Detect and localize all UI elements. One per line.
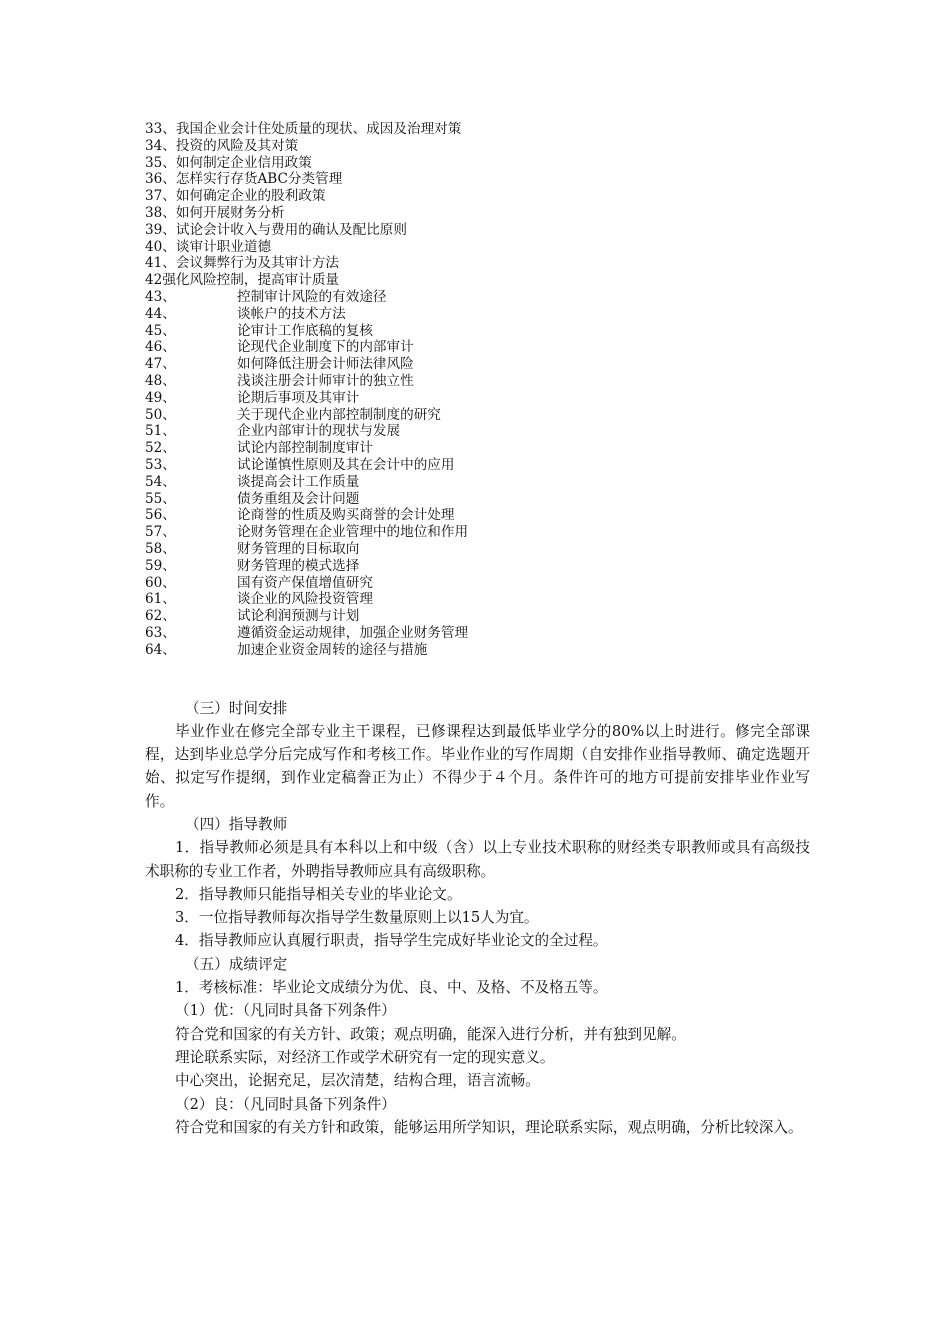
paragraph-time: 毕业作业在修完全部专业主干课程，已修课程达到最低毕业学分的80%以上时进行。修完全部课程，达到毕业总学分后完成写作和考核工作。毕业作业的写作周期（自安排作业指导教师、确定选题开始、拟定写作提纲，到作业定稿誊正为止）不得少于４个月。条件许可的地方可提前安排毕业作业写作。 — [145, 722, 810, 810]
topic-item — [145, 306, 810, 323]
topic-item — [145, 457, 810, 474]
topic-title: 谈提高会计工作质量 — [237, 473, 360, 490]
regulations-body — [145, 697, 810, 1140]
topic-number: 34、 — [145, 137, 176, 154]
topic-title: 加速企业资金周转的途径与措施 — [237, 641, 428, 658]
topic-title: 企业内部审计的现状与发展 — [237, 423, 401, 440]
topic-item — [145, 239, 810, 256]
grade-good-criterion: 符合党和国家的有关方针和政策，能够运用所学知识，理论联系实际，观点明确，分析比较深入。 — [175, 1118, 803, 1136]
topic-title: 如何降低注册会计师法律风险 — [237, 356, 414, 373]
grading-standard: 1．考核标准：毕业论文成绩分为优、良、中、及格、不及格五等。 — [175, 979, 608, 997]
topic-title: 怎样实行存货ABC分类管理 — [175, 171, 343, 188]
topic-title: 论商誉的性质及购买商誉的会计处理 — [237, 507, 455, 524]
topic-title: 如何开展财务分析 — [175, 204, 285, 221]
topic-number: 37、 — [145, 188, 176, 205]
topic-item — [145, 625, 810, 642]
topic-title: 论审计工作底稿的复核 — [237, 322, 373, 339]
topic-number: 45、 — [145, 322, 176, 339]
topic-number: 60、 — [145, 574, 176, 591]
topic-item — [145, 356, 810, 373]
topic-item — [145, 541, 810, 558]
grade-good-heading: （2）良：（凡同时具备下列条件） — [175, 1095, 396, 1113]
topic-number: 49、 — [145, 389, 176, 406]
topic-number: 53、 — [145, 456, 176, 473]
topic-number: 54、 — [145, 473, 176, 490]
topic-title: 控制审计风险的有效途径 — [237, 288, 387, 305]
topic-item — [145, 491, 810, 508]
topic-number: 44、 — [145, 305, 176, 322]
topic-number: 63、 — [145, 624, 176, 641]
topic-number: 56、 — [145, 507, 176, 524]
topic-item — [145, 155, 810, 172]
topic-number: 47、 — [145, 356, 176, 373]
topic-title: 会议舞弊行为及其审计方法 — [175, 255, 340, 272]
topic-item — [145, 407, 810, 424]
document-page — [145, 121, 810, 1139]
topic-number: 55、 — [145, 490, 176, 507]
topic-title: 债务重组及会计问题 — [237, 490, 360, 507]
topic-title: 国有资产保值增值研究 — [237, 574, 373, 591]
topic-title: 论期后事项及其审计 — [237, 389, 360, 406]
topic-title: 浅谈注册会计师审计的独立性 — [237, 372, 414, 389]
topic-item — [145, 558, 810, 575]
topic-number: 61、 — [145, 591, 176, 608]
topic-title: 试论谨慎性原则及其在会计中的应用 — [237, 456, 455, 473]
topic-title: 谈审计职业道德 — [175, 238, 272, 255]
topic-number: 58、 — [145, 540, 176, 557]
topic-item — [145, 373, 810, 390]
topic-item — [145, 390, 810, 407]
topic-item — [145, 474, 810, 491]
topic-item — [145, 524, 810, 541]
topic-item — [145, 339, 810, 356]
topic-number: 57、 — [145, 524, 176, 541]
topic-title: 财务管理的目标取向 — [237, 540, 360, 557]
topic-item — [145, 188, 810, 205]
topic-number: 43、 — [145, 288, 176, 305]
advisor-item-2: 2．指导教师只能指导相关专业的毕业论文。 — [175, 885, 462, 903]
section-heading-advisor: （四）指导教师 — [185, 815, 288, 833]
topic-title: 谈企业的风险投资管理 — [237, 591, 373, 608]
section-spacer — [145, 659, 810, 697]
topic-title: 财务管理的模式选择 — [237, 557, 360, 574]
topic-number: 50、 — [145, 406, 176, 423]
topic-title: 谈帐户的技术方法 — [237, 305, 346, 322]
topic-title: 投资的风险及其对策 — [175, 137, 299, 154]
topic-item — [145, 608, 810, 625]
topic-number: 46、 — [145, 339, 176, 356]
topic-title: 试论利润预测与计划 — [237, 608, 360, 625]
topic-title: 遵循资金运动规律，加强企业财务管理 — [237, 624, 469, 641]
topic-number: 52、 — [145, 440, 176, 457]
topic-title: 论财务管理在企业管理中的地位和作用 — [237, 524, 469, 541]
topic-number: 40、 — [145, 238, 176, 255]
grade-excellent-criterion: 中心突出，论据充足，层次清楚，结构合理，语言流畅。 — [175, 1072, 540, 1090]
topic-number: 41、 — [145, 255, 176, 272]
topic-title: 如何确定企业的股利政策 — [175, 188, 326, 205]
section-heading-time: （三）时间安排 — [185, 699, 288, 717]
topic-item — [145, 222, 810, 239]
topic-item — [145, 205, 810, 222]
topic-item — [145, 440, 810, 457]
topic-title: 关于现代企业内部控制制度的研究 — [237, 406, 441, 423]
advisor-item-4: 4．指导教师应认真履行职责，指导学生完成好毕业论文的全过程。 — [175, 932, 608, 950]
topic-number: 62、 — [145, 608, 176, 625]
topic-number: 33、 — [145, 121, 176, 137]
topic-item — [145, 575, 810, 592]
grade-excellent-criterion: 理论联系实际，对经济工作或学术研究有一定的现实意义。 — [175, 1048, 555, 1066]
topic-number: 39、 — [145, 221, 176, 238]
topic-item — [145, 138, 810, 155]
topic-item — [145, 272, 810, 289]
topic-item — [145, 255, 810, 272]
advisor-item-1: 1．指导教师必须是具有本科以上和中级（含）以上专业技术职称的财经类专职教师或具有高级技术职称的专业工作者，外聘指导教师应具有高级职称。 — [145, 839, 810, 880]
topic-title: 试论会计收入与费用的确认及配比原则 — [175, 221, 407, 238]
topic-number: 42 — [145, 272, 163, 289]
topic-item — [145, 507, 810, 524]
topic-item — [145, 642, 810, 659]
topic-number: 38、 — [145, 204, 176, 221]
advisor-item-3: 3．一位指导教师每次指导学生数量原则上以15人为宜。 — [175, 909, 539, 927]
grade-excellent-heading: （1）优：（凡同时具备下列条件） — [175, 1002, 396, 1020]
topic-list — [145, 121, 810, 659]
topic-title: 强化风险控制，提高审计质量 — [162, 272, 340, 289]
topic-item — [145, 121, 810, 138]
grade-excellent-criterion: 符合党和国家的有关方针、政策；观点明确，能深入进行分析，并有独到见解。 — [175, 1025, 686, 1043]
section-heading-grading: （五）成绩评定 — [185, 955, 288, 973]
topic-number: 59、 — [145, 557, 176, 574]
topic-number: 51、 — [145, 423, 176, 440]
topic-title: 试论内部控制制度审计 — [237, 440, 373, 457]
topic-item — [145, 591, 810, 608]
topic-number: 36、 — [145, 171, 176, 188]
topic-title: 如何制定企业信用政策 — [175, 154, 312, 171]
topic-title: 我国企业会计住处质量的现状、成因及治理对策 — [175, 121, 462, 137]
topic-item — [145, 289, 810, 306]
topic-item — [145, 171, 810, 188]
topic-number: 35、 — [145, 154, 176, 171]
topic-number: 64、 — [145, 641, 176, 658]
topic-item — [145, 423, 810, 440]
topic-number: 48、 — [145, 372, 176, 389]
topic-title: 论现代企业制度下的内部审计 — [237, 339, 414, 356]
topic-item — [145, 323, 810, 340]
